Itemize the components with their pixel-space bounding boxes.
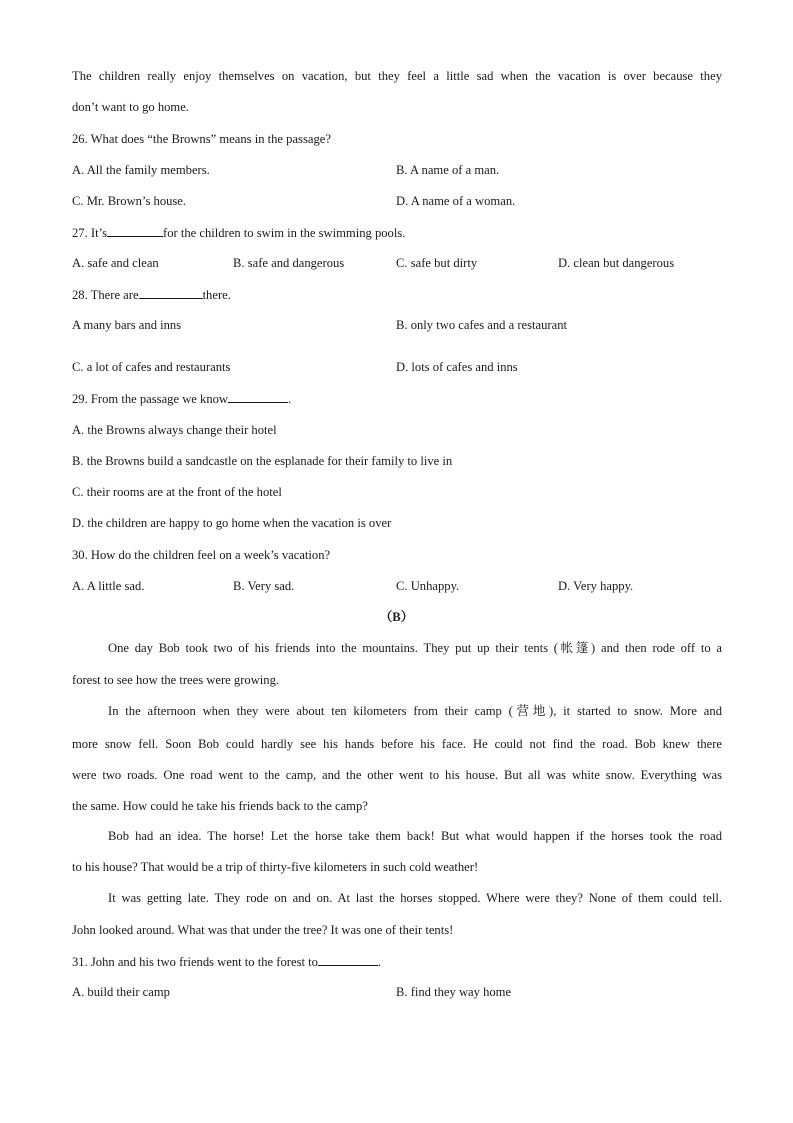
passage-line: were two roads. One road went to the camp, and the other went to his house. But all was white snow. Everything was (72, 768, 722, 782)
q28-option-c: C. a lot of cafes and restaurants (72, 360, 231, 374)
question-stem-pre: From the passage we know (90, 392, 229, 406)
q30-option-d: D. Very happy. (558, 579, 634, 593)
passage-line: It was getting late. They rode on and on. At last the horses stopped. Where were they? None of them could tell. (108, 891, 722, 905)
q29-option-b: B. the Browns build a sandcastle on the esplanade for their family to live in (72, 454, 453, 468)
passage-line: Bob had an idea. The horse! Let the horse take them back! But what would happen if the horses took the road (108, 829, 722, 843)
answer-blank (318, 953, 378, 966)
passage-line: John looked around. What was that under the tree? It was one of their tents! (72, 923, 454, 937)
q26-option-b: B. A name of a man. (396, 163, 500, 177)
q27-option-d: D. clean but dangerous (558, 256, 675, 270)
question-stem-post: for the children to swim in the swimming pools. (163, 226, 406, 240)
q26-option-c: C. Mr. Brown’s house. (72, 194, 187, 208)
q27-option-b: B. safe and dangerous (233, 256, 345, 270)
section-heading: （B） (379, 610, 414, 624)
question-number: 29. (72, 392, 88, 406)
q28-option-d: D. lots of cafes and inns (396, 360, 518, 374)
question-stem-pre: John and his two friends went to the forest to (90, 955, 318, 969)
question-number: 31. (72, 955, 88, 969)
q28-option-a: A many bars and inns (72, 318, 182, 332)
question-stem-post: . (288, 392, 292, 406)
q29-option-a: A. the Browns always change their hotel (72, 423, 277, 437)
answer-blank (107, 224, 163, 237)
question-29 (72, 390, 291, 407)
question-26 (72, 131, 331, 147)
answer-blank (228, 390, 288, 403)
q29-option-d: D. the children are happy to go home when the vacation is over (72, 516, 392, 530)
question-stem-pre: It’s (90, 226, 107, 240)
question-28 (72, 286, 231, 303)
q27-option-c: C. safe but dirty (396, 256, 478, 270)
question-stem-post: . (377, 955, 382, 969)
passage-line: the same. How could he take his friends back to the camp? (72, 799, 368, 813)
question-31 (72, 953, 381, 970)
answer-blank (139, 286, 203, 299)
q29-option-c: C. their rooms are at the front of the hotel (72, 485, 282, 499)
question-stem: How do the children feel on a week’s vacation? (90, 548, 331, 562)
passage-line: to his house? That would be a trip of thirty-five kilometers in such cold weather! (72, 860, 479, 874)
passage-line: The children really enjoy themselves on vacation, but they feel a little sad when the vacation is over because they (72, 69, 722, 83)
q26-option-a: A. All the family members. (72, 163, 210, 177)
q30-option-a: A. A little sad. (72, 579, 145, 593)
q30-option-b: B. Very sad. (233, 579, 295, 593)
question-30 (72, 547, 330, 563)
q26-option-d: D. A name of a woman. (396, 194, 516, 208)
q28-option-b: B. only two cafes and a restaurant (396, 318, 568, 332)
passage-line: One day Bob took two of his friends into the mountains. They put up their tents (帐篷) and then rode off to a (108, 641, 722, 655)
passage-line: don’t want to go home. (72, 100, 189, 114)
question-stem-pre: There are (90, 288, 139, 302)
q31-option-a: A. build their camp (72, 985, 170, 999)
q27-option-a: A. safe and clean (72, 256, 159, 270)
question-27 (72, 224, 405, 241)
question-stem: What does “the Browns” means in the passage? (90, 132, 331, 146)
q30-option-c: C. Unhappy. (396, 579, 460, 593)
passage-line: forest to see how the trees were growing. (72, 673, 280, 687)
question-number: 26. (72, 132, 88, 146)
question-number: 28. (72, 288, 88, 302)
question-number: 30. (72, 548, 88, 562)
question-number: 27. (72, 226, 88, 240)
passage-line: In the afternoon when they were about ten kilometers from their camp (营地), it started to snow. More and (108, 704, 722, 718)
q31-option-b: B. find they way home (396, 985, 512, 999)
passage-line: more snow fell. Soon Bob could hardly see his hands before his face. He could not find the road. Bob knew there (72, 737, 722, 751)
question-stem-post: there. (202, 288, 231, 302)
